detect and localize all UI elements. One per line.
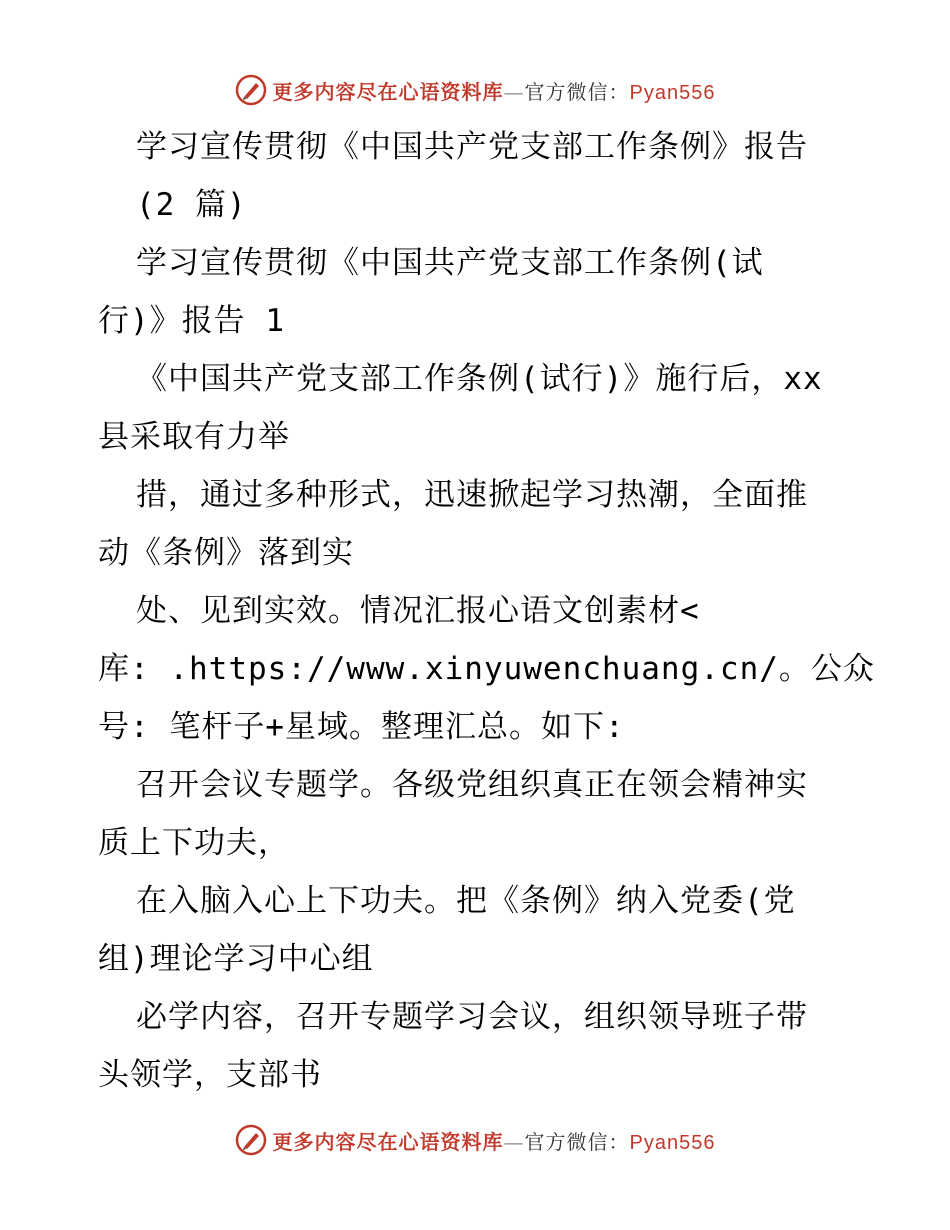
- header-banner: [0, 70, 950, 110]
- banner-text: [273, 1126, 716, 1155]
- paragraph-line: 组)理论学习中心组: [98, 941, 374, 977]
- paragraph-line-url: 库: .https://www.xinyuwenchuang.cn/。公众: [98, 651, 875, 687]
- paragraph-line: 头领学，支部书: [98, 1057, 322, 1093]
- paragraph-line: 召开会议专题学。各级党组织真正在领会精神实: [136, 767, 808, 803]
- paragraph-line: 措，通过多种形式，迅速掀起学习热潮，全面推: [136, 477, 808, 513]
- banner-main-text: 更多内容尽在心语资料库: [272, 79, 504, 104]
- pen-logo-icon: [235, 74, 267, 106]
- doc-title-count: (2 篇): [136, 187, 247, 223]
- banner-main-text: 更多内容尽在心语资料库: [272, 1129, 504, 1154]
- banner-separator: —: [503, 79, 525, 104]
- pen-logo-icon: [235, 1124, 267, 1156]
- paragraph-line: 必学内容，召开专题学习会议，组织领导班子带: [136, 999, 808, 1035]
- paragraph-line: 动《条例》落到实: [98, 535, 354, 571]
- paragraph-line: 处、见到实效。情况汇报心语文创素材<: [136, 593, 700, 629]
- banner-account: Pyan556: [629, 81, 716, 104]
- doc-title-line: 学习宣传贯彻《中国共产党支部工作条例》报告: [136, 129, 808, 165]
- document-body: [98, 118, 875, 1104]
- banner-text: [273, 76, 716, 105]
- banner-separator: —: [503, 1129, 525, 1154]
- paragraph-line: 号: 笔杆子+星域。整理汇总。如下:: [98, 709, 625, 745]
- doc-subtitle-continued: 行)》报告 1: [98, 303, 285, 339]
- paragraph-line: 《中国共产党支部工作条例(试行)》施行后，xx: [136, 361, 823, 397]
- paragraph-line: 县采取有力举: [98, 419, 290, 455]
- banner-account: Pyan556: [629, 1131, 716, 1154]
- banner-wechat-label: 官方微信：: [524, 79, 630, 104]
- paragraph-line: 质上下功夫，: [98, 825, 290, 861]
- banner-wechat-label: 官方微信：: [524, 1129, 630, 1154]
- footer-banner: [0, 1120, 950, 1160]
- doc-subtitle-line: 学习宣传贯彻《中国共产党支部工作条例(试: [136, 245, 764, 281]
- paragraph-line: 在入脑入心上下功夫。把《条例》纳入党委(党: [136, 883, 796, 919]
